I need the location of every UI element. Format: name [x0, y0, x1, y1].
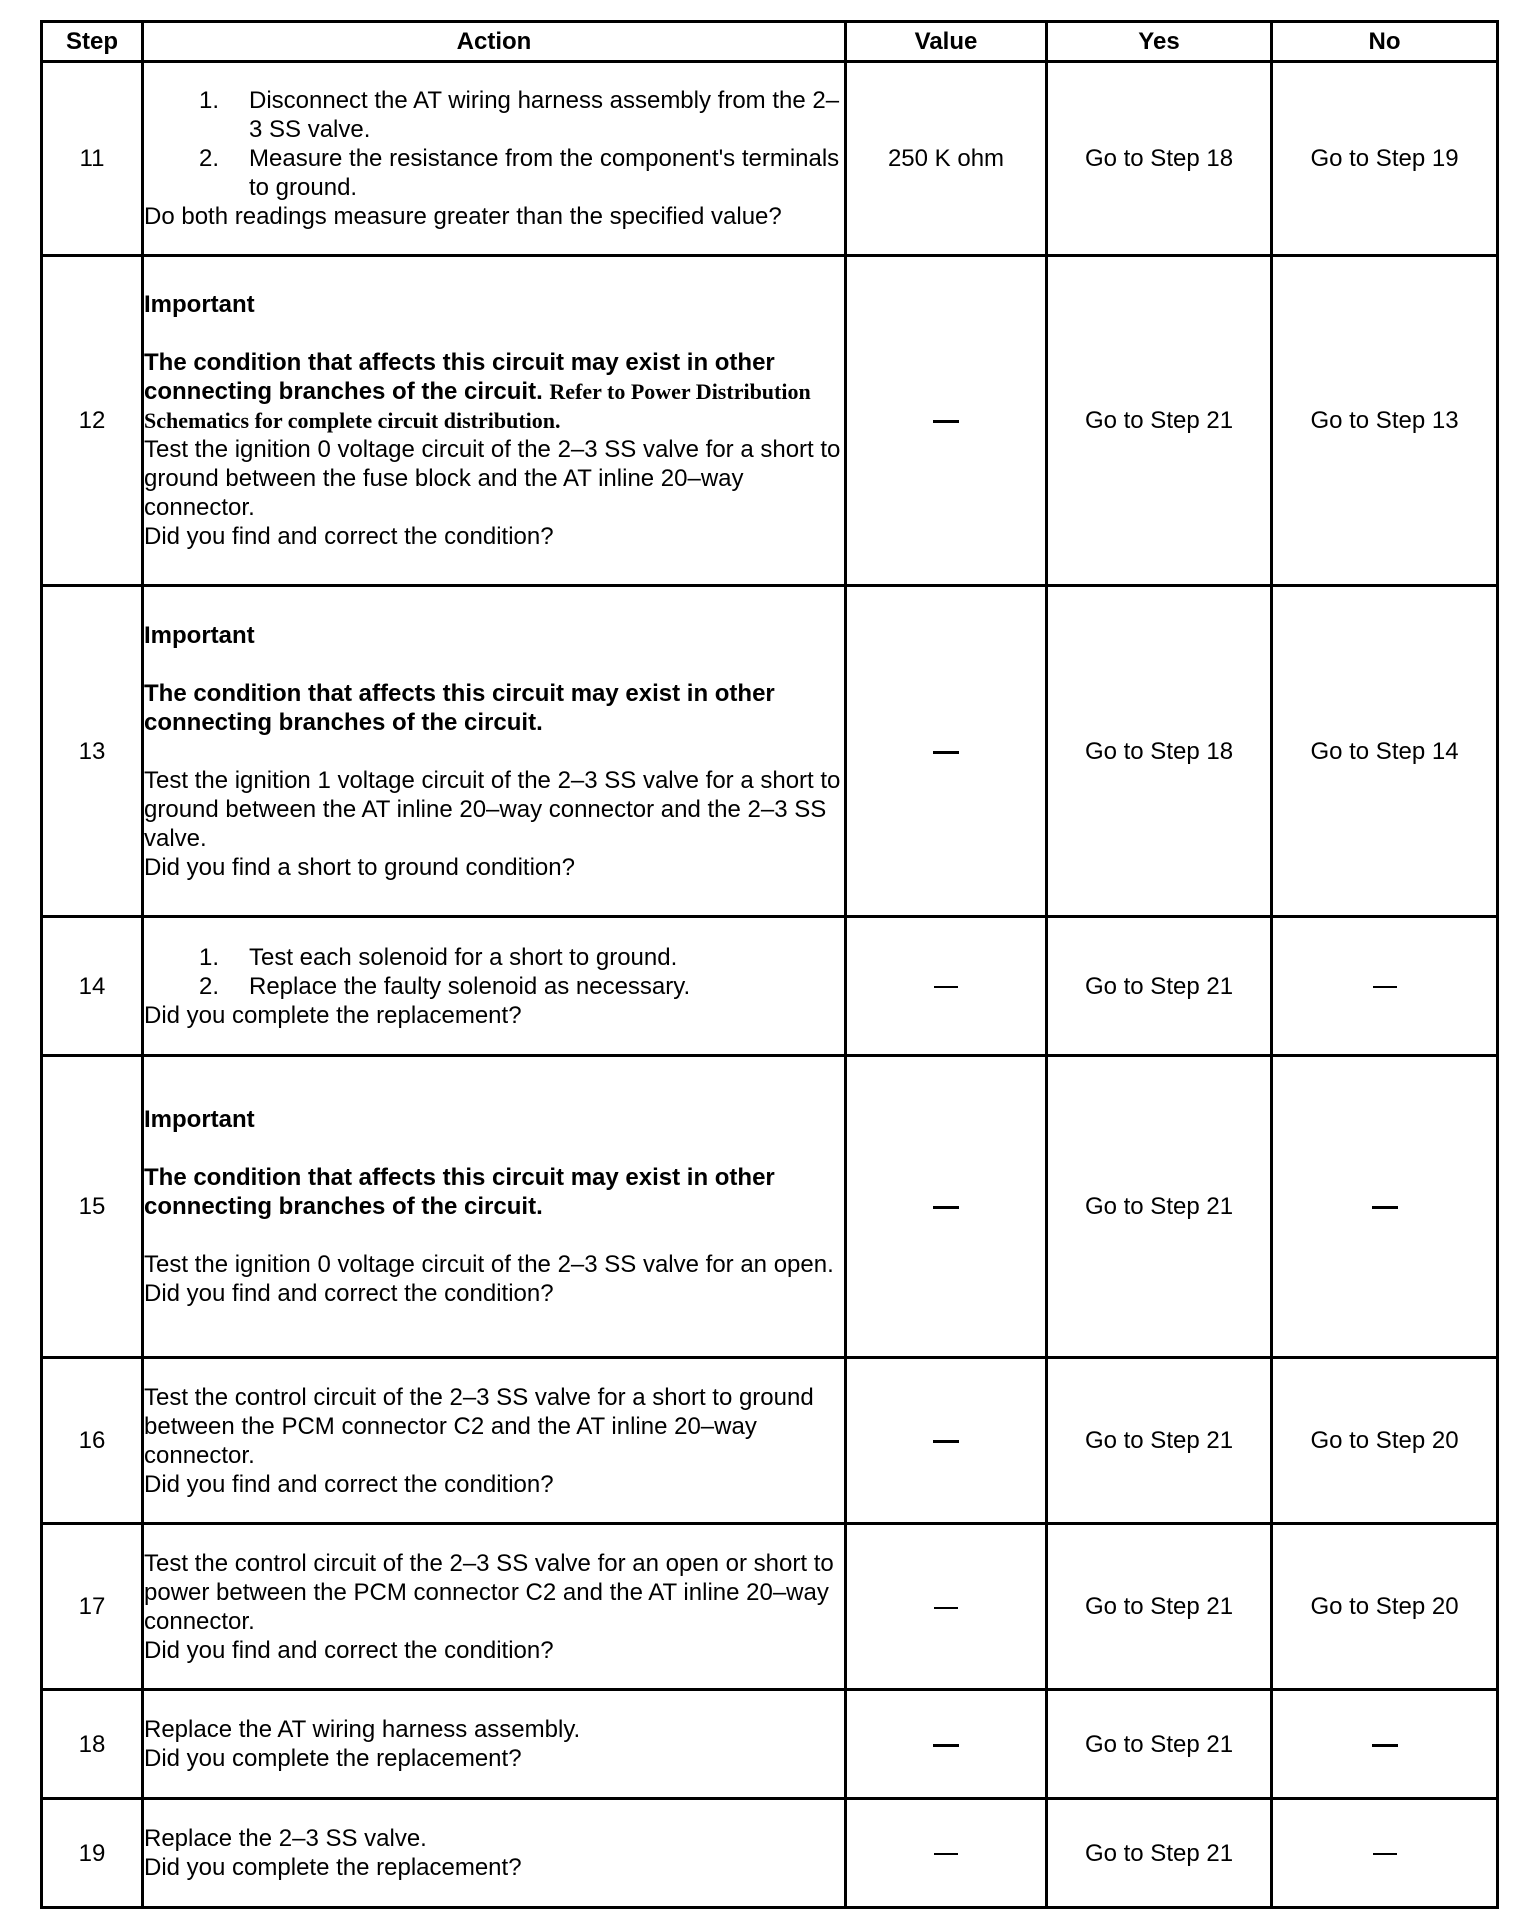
- question-text: Do both readings measure greater than the specified value?: [144, 203, 782, 230]
- em-dash: [933, 1744, 959, 1747]
- value-cell: [846, 917, 1047, 1056]
- procedure-text: Replace the AT wiring harness assembly.: [144, 1716, 581, 1743]
- em-dash: [934, 986, 958, 988]
- value-cell: [846, 1799, 1047, 1908]
- question-text: Did you find and correct the condition?: [144, 1280, 554, 1307]
- step-number: 11: [42, 62, 143, 256]
- em-dash: [933, 1206, 959, 1209]
- action-cell: [143, 586, 846, 917]
- header-action: Action: [143, 22, 846, 62]
- list-item: 1. Disconnect the AT wiring harness assembly from the 2–3 SS valve.: [198, 87, 840, 143]
- step-number: 18: [42, 1690, 143, 1799]
- step-number: 12: [42, 256, 143, 586]
- value-cell: [846, 586, 1047, 917]
- header-row: [42, 22, 1498, 62]
- procedure-text: Test the ignition 1 voltage circuit of the 2–3 SS valve for a short to ground between the AT inline 20–way connector and the 2–3 SS valve.: [144, 766, 841, 852]
- no-cell: Go to Step 14: [1272, 586, 1498, 917]
- em-dash: [933, 1440, 959, 1443]
- em-dash: [1372, 1206, 1398, 1209]
- procedure-text: Replace the 2–3 SS valve.: [144, 1825, 427, 1852]
- table-row: [42, 1690, 1498, 1799]
- diagnostic-table: [40, 20, 1499, 1909]
- table-row: [42, 1056, 1498, 1358]
- header-value: Value: [846, 22, 1047, 62]
- step-number: 17: [42, 1524, 143, 1690]
- action-cell: [143, 1524, 846, 1690]
- action-cell: [143, 1056, 846, 1358]
- value-cell: [846, 1524, 1047, 1690]
- question-text: Did you find and correct the condition?: [144, 523, 554, 550]
- table-row: [42, 1799, 1498, 1908]
- important-label: Important: [144, 1106, 255, 1133]
- em-dash: [934, 1607, 958, 1609]
- em-dash: [934, 1853, 958, 1855]
- step-number: 16: [42, 1358, 143, 1524]
- procedure-text: Test the control circuit of the 2–3 SS valve for a short to ground between the PCM connector C2 and the AT inline 20–way connector.: [144, 1383, 814, 1469]
- em-dash: [1373, 1853, 1397, 1855]
- header-no: No: [1272, 22, 1498, 62]
- em-dash: [1372, 1744, 1398, 1747]
- yes-cell: Go to Step 21: [1047, 1524, 1272, 1690]
- step-number: 19: [42, 1799, 143, 1908]
- question-text: Did you complete the replacement?: [144, 1745, 522, 1772]
- em-dash: [933, 420, 959, 423]
- question-text: Did you find a short to ground condition?: [144, 853, 575, 881]
- em-dash: [933, 751, 959, 754]
- value-cell: [846, 1690, 1047, 1799]
- no-cell: Go to Step 13: [1272, 256, 1498, 586]
- important-label: Important: [144, 291, 255, 318]
- important-note: The condition that affects this circuit may exist in other connecting branches of the circuit. Refer to Power Distribution Schematics for complete circuit distribution.: [144, 349, 811, 433]
- procedure-text: Test the control circuit of the 2–3 SS valve for an open or short to power between the PCM connector C2 and the AT inline 20–way connector.: [144, 1549, 834, 1635]
- important-note: The condition that affects this circuit may exist in other connecting branches of the circuit.: [144, 679, 775, 736]
- procedure-list: [144, 943, 844, 1001]
- value-cell: 250 K ohm: [846, 62, 1047, 256]
- action-cell: [143, 62, 846, 256]
- yes-cell: Go to Step 18: [1047, 62, 1272, 256]
- question-text: Did you find and correct the condition?: [144, 1470, 554, 1498]
- yes-cell: Go to Step 21: [1047, 1799, 1272, 1908]
- no-cell: [1272, 1056, 1498, 1358]
- important-note: The condition that affects this circuit may exist in other connecting branches of the circuit.: [144, 1164, 775, 1220]
- procedure-list: [144, 86, 844, 202]
- value-cell: [846, 256, 1047, 586]
- important-label: Important: [144, 621, 255, 649]
- action-cell: [143, 256, 846, 586]
- yes-cell: Go to Step 21: [1047, 1056, 1272, 1358]
- yes-cell: Go to Step 18: [1047, 586, 1272, 917]
- list-item: 1. Test each solenoid for a short to ground.: [198, 943, 678, 971]
- no-cell: [1272, 917, 1498, 1056]
- yes-cell: Go to Step 21: [1047, 1690, 1272, 1799]
- step-number: 15: [42, 1056, 143, 1358]
- yes-cell: Go to Step 21: [1047, 917, 1272, 1056]
- question-text: Did you complete the replacement?: [144, 1001, 522, 1029]
- no-cell: Go to Step 19: [1272, 62, 1498, 256]
- value-cell: [846, 1056, 1047, 1358]
- question-text: Did you complete the replacement?: [144, 1854, 522, 1881]
- list-item: 2. Replace the faulty solenoid as necessary.: [198, 972, 691, 1000]
- yes-cell: Go to Step 21: [1047, 256, 1272, 586]
- action-cell: [143, 1358, 846, 1524]
- refer-text: Refer to Power Distribution Schematics for complete circuit distribution.: [144, 379, 811, 433]
- table-row: [42, 62, 1498, 256]
- procedure-text: Test the ignition 0 voltage circuit of the 2–3 SS valve for an open.: [144, 1251, 834, 1278]
- no-cell: [1272, 1690, 1498, 1799]
- value-cell: [846, 1358, 1047, 1524]
- table-row: [42, 917, 1498, 1056]
- no-cell: Go to Step 20: [1272, 1358, 1498, 1524]
- header-step: Step: [42, 22, 143, 62]
- action-cell: [143, 1690, 846, 1799]
- action-cell: [143, 917, 846, 1056]
- step-number: 13: [42, 586, 143, 917]
- list-item: 2. Measure the resistance from the component's terminals to ground.: [198, 145, 840, 201]
- table-row: [42, 1358, 1498, 1524]
- table-row: [42, 1524, 1498, 1690]
- diagnostic-table-container: [40, 20, 1496, 1909]
- step-number: 14: [42, 917, 143, 1056]
- no-cell: Go to Step 20: [1272, 1524, 1498, 1690]
- em-dash: [1373, 986, 1397, 988]
- question-text: Did you find and correct the condition?: [144, 1636, 554, 1664]
- no-cell: [1272, 1799, 1498, 1908]
- procedure-text: Test the ignition 0 voltage circuit of the 2–3 SS valve for a short to ground between the fuse block and the AT inline 20–way connector.: [144, 436, 841, 521]
- table-row: [42, 586, 1498, 917]
- action-cell: [143, 1799, 846, 1908]
- table-row: [42, 256, 1498, 586]
- header-yes: Yes: [1047, 22, 1272, 62]
- yes-cell: Go to Step 21: [1047, 1358, 1272, 1524]
